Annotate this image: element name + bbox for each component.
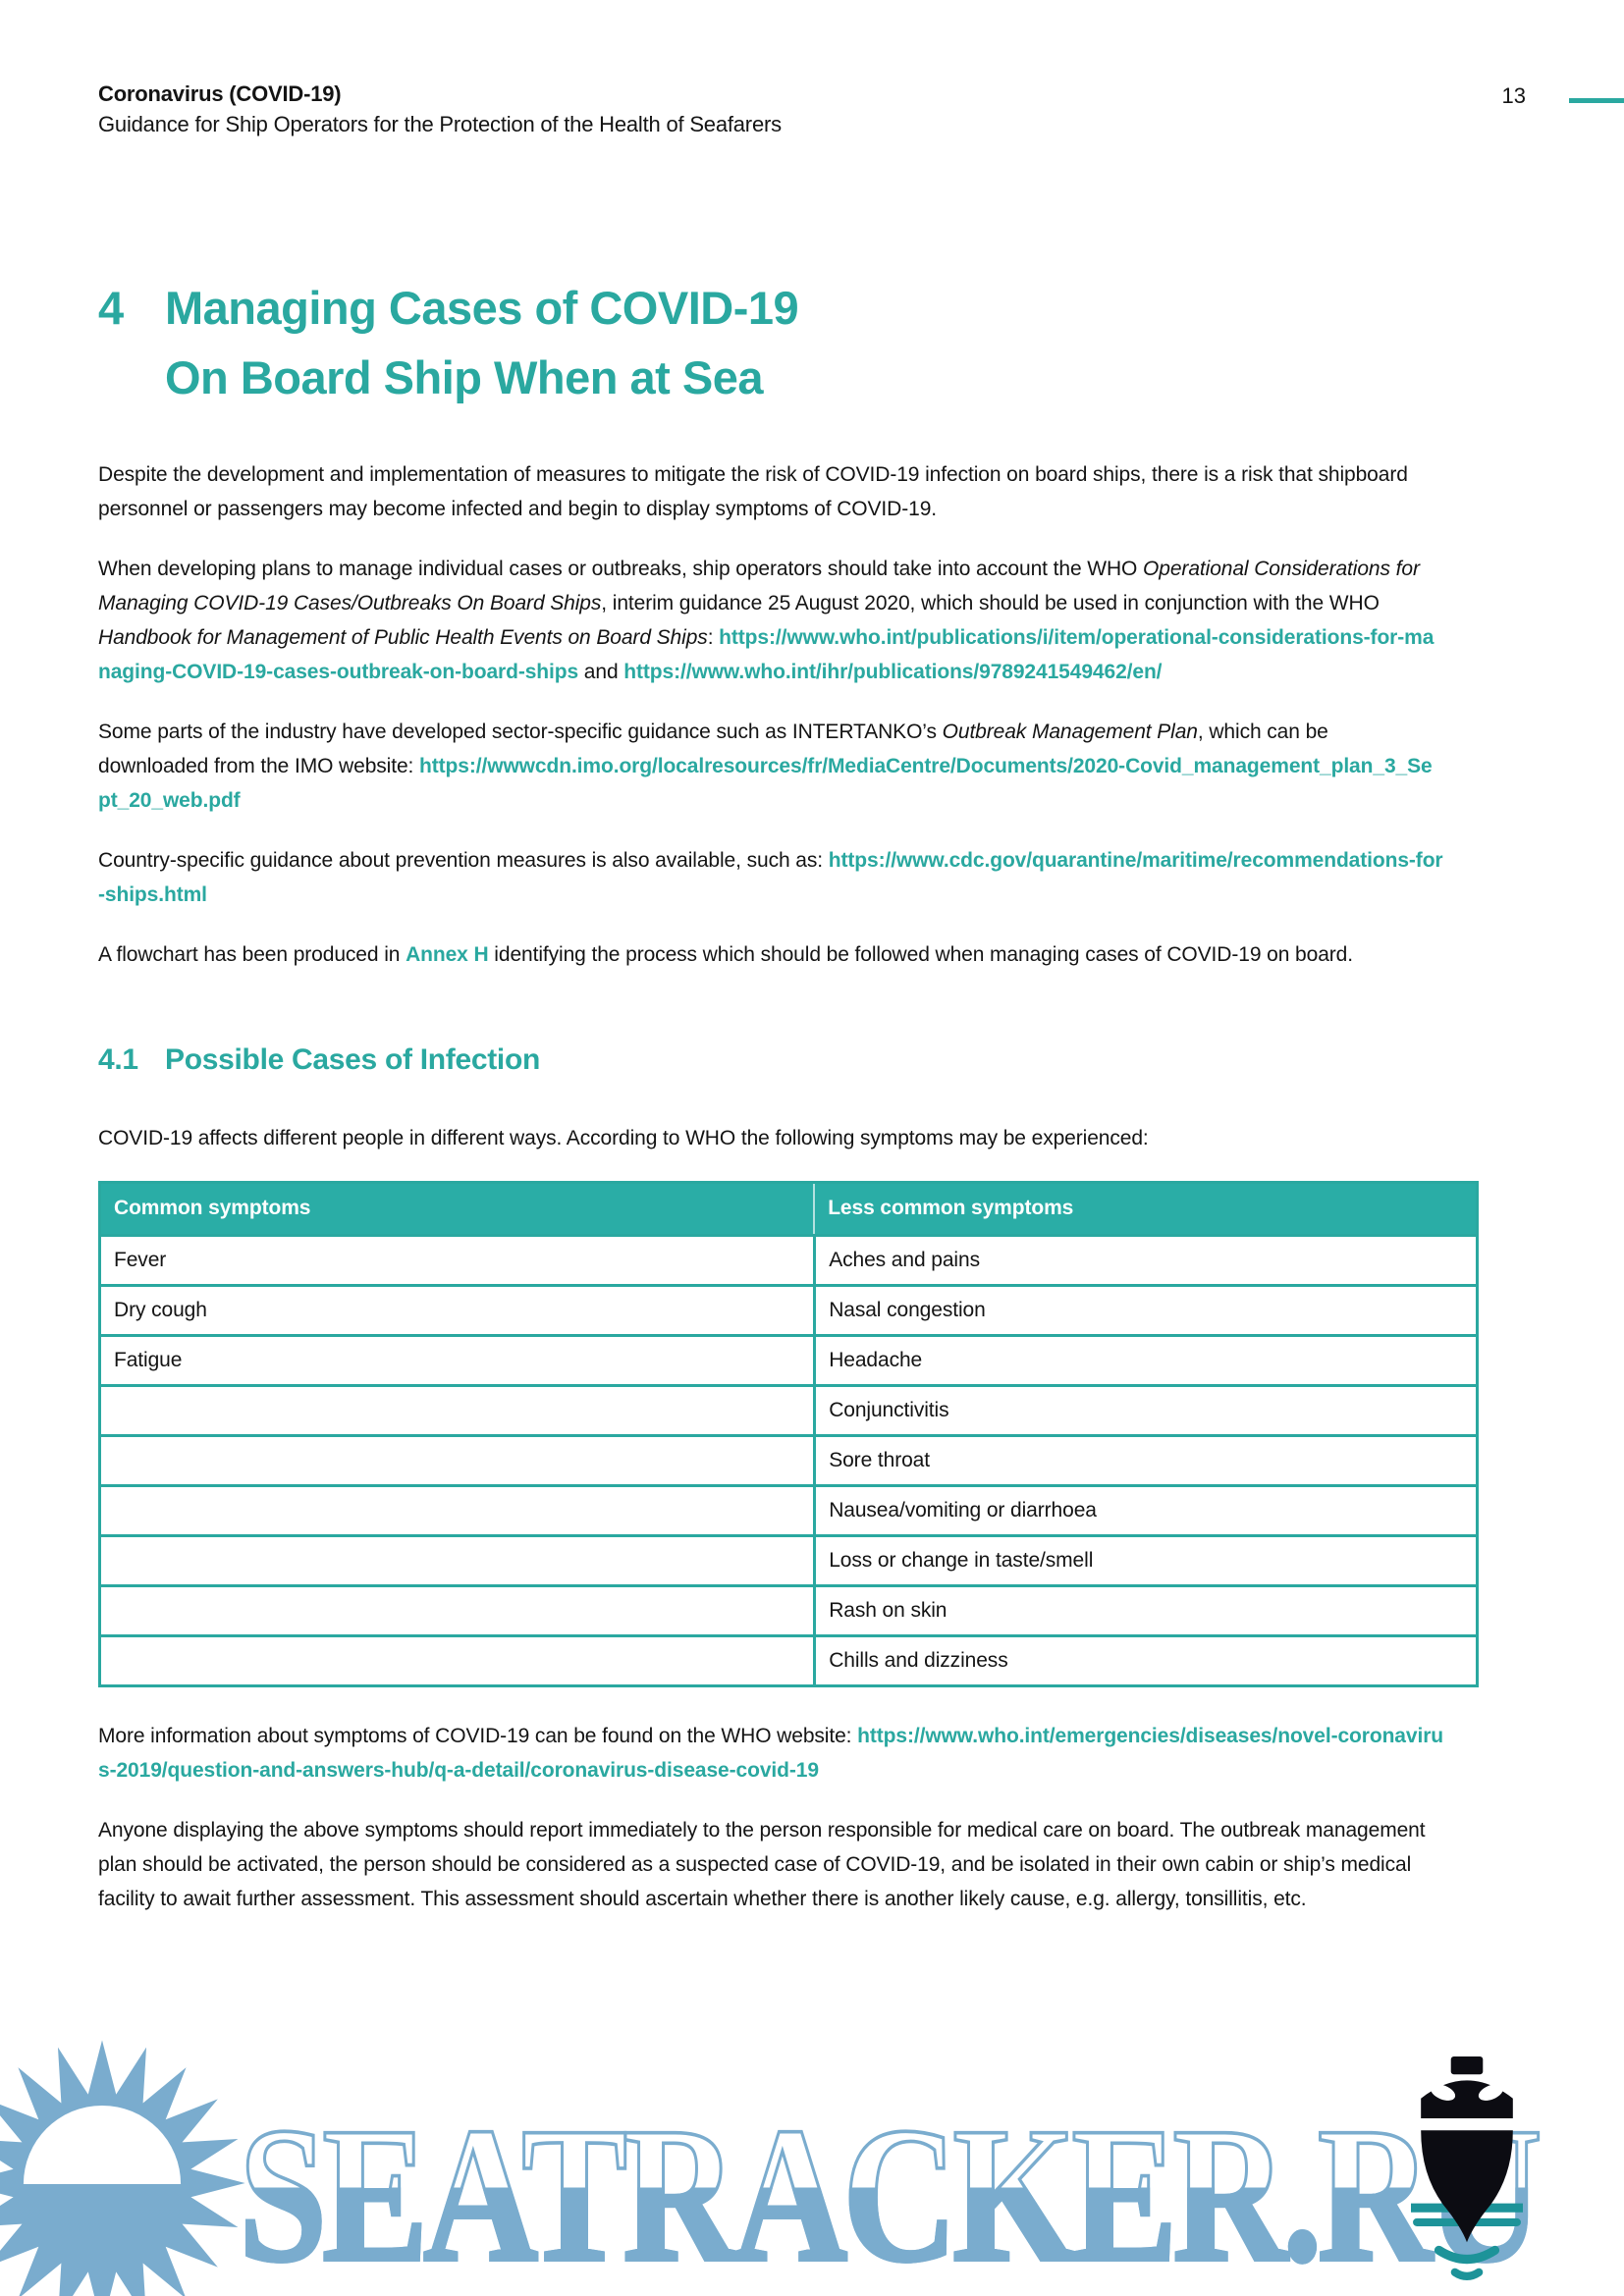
subsection-heading [98, 1041, 1479, 1080]
paragraph [98, 1813, 1443, 1916]
table-row [101, 1634, 1476, 1684]
text-segment: Anyone displaying the above symptoms should report immediately to the person responsible for medical care on board. The outbreak management plan should be activated, the person should be considered as a suspected case of COVID-19, and be isolated in their own cabin or ship’s medical facility to await further assessment. This assessment should ascertain whether there is another likely cause, e.g. allergy, tonsillitis, etc. [98, 1819, 1426, 1910]
paragraph [98, 715, 1443, 818]
link[interactable]: https://www.who.int/ihr/publications/9789241549462/en/ [623, 661, 1163, 683]
column-header-common: Common symptoms [101, 1184, 813, 1234]
table-cell [101, 1534, 813, 1584]
link[interactable]: https://www.who.int/emergencies/diseases/novel-coronavirus-2019/question-and-answers-hub/q-a-detail/coronavirus-disease-covid-19 [98, 1725, 1443, 1782]
symptoms-table-head [101, 1184, 1476, 1234]
paragraph [98, 552, 1443, 689]
table-cell: Fatigue [101, 1334, 813, 1384]
document-title: Coronavirus (COVID-19) [98, 81, 342, 106]
table-cell: Headache [813, 1334, 1476, 1384]
table-cell: Fever [101, 1234, 813, 1284]
running-header [98, 79, 1479, 139]
table-row [101, 1384, 1476, 1434]
text-segment: Some parts of the industry have developed sector-specific guidance such as INTERTANKO’s [98, 721, 943, 743]
table-cell [101, 1634, 813, 1684]
table-cell [101, 1434, 813, 1484]
text-segment: , interim guidance 25 August 2020, which should be used in conjunction with the WHO [601, 592, 1380, 614]
text-segment: A flowchart has been produced in [98, 943, 406, 966]
text-segment: COVID-19 affects different people in different ways. According to WHO the following symptoms may be experienced: [98, 1127, 1149, 1149]
section-number: 4 [98, 282, 124, 334]
link[interactable]: https://wwwcdn.imo.org/localresources/fr/MediaCentre/Documents/2020-Covid_management_plan_3_Sept_20_web.pdf [98, 755, 1433, 812]
text-segment: Despite the development and implementation of measures to mitigate the risk of COVID-19 infection on board ships, there is a risk that shipboard personnel or passengers may become infected and begin to display symptoms of COVID-19. [98, 463, 1408, 520]
table-row [101, 1584, 1476, 1634]
paragraph [98, 457, 1443, 526]
table-row [101, 1534, 1476, 1584]
table-cell: Chills and dizziness [813, 1634, 1476, 1684]
table-cell: Rash on skin [813, 1584, 1476, 1634]
section-title [165, 273, 798, 412]
table-cell: Nasal congestion [813, 1284, 1476, 1334]
table-cell: Sore throat [813, 1434, 1476, 1484]
paragraph [98, 1719, 1443, 1788]
ship-icon [1411, 2056, 1523, 2287]
table-row [101, 1234, 1476, 1284]
link[interactable]: Annex H [406, 943, 489, 966]
subsection-title: Possible Cases of Infection [165, 1043, 541, 1076]
table-row [101, 1334, 1476, 1384]
text-segment: identifying the process which should be followed when managing cases of COVID-19 on board. [488, 943, 1353, 966]
symptoms-table-body [101, 1234, 1476, 1684]
text-segment: Operational Considerations for Managing COVID-19 Cases/Outbreaks On Board Ships [98, 558, 1420, 614]
paragraph [98, 937, 1443, 972]
table-cell: Dry cough [101, 1284, 813, 1334]
text-segment: and [578, 661, 624, 683]
table-cell: Nausea/vomiting or diarrhoea [813, 1484, 1476, 1534]
section-title-line2: On Board Ship When at Sea [165, 351, 764, 403]
table-cell [101, 1384, 813, 1434]
corner-dash [1569, 98, 1624, 103]
text-segment: Outbreak Management Plan [942, 721, 1198, 743]
section-title-line1: Managing Cases of COVID-19 [165, 282, 799, 334]
paragraph [98, 843, 1443, 912]
table-cell: Loss or change in taste/smell [813, 1534, 1476, 1584]
text-segment: Country-specific guidance about prevention measures is also available, such as: [98, 849, 829, 872]
table-cell [101, 1584, 813, 1634]
watermark-text: SEATRACKER.RU [239, 2085, 1538, 2296]
table-cell [101, 1484, 813, 1534]
table-cell: Conjunctivitis [813, 1384, 1476, 1434]
paragraph [98, 1121, 1443, 1155]
table-row [101, 1284, 1476, 1334]
link[interactable]: https://www.cdc.gov/quarantine/maritime/recommendations-for-ships.html [98, 849, 1443, 906]
link[interactable]: https://www.who.int/publications/i/item/operational-considerations-for-managing-COVID-19-cases-outbreak-on-board-ships [98, 626, 1435, 683]
table-row [101, 1434, 1476, 1484]
section-heading [98, 273, 1479, 412]
text-segment: : [707, 626, 720, 649]
column-header-less-common: Less common symptoms [813, 1184, 1476, 1234]
text-segment: Handbook for Management of Public Health Events on Board Ships [98, 626, 708, 649]
page-number: 13 [1501, 83, 1526, 108]
subsection-number: 4.1 [98, 1043, 138, 1076]
text-segment: When developing plans to manage individual cases or outbreaks, ship operators should take into account the WHO [98, 558, 1144, 580]
text-segment: , which can be downloaded from the IMO website: [98, 721, 1328, 777]
symptoms-table [98, 1181, 1479, 1687]
text-segment: More information about symptoms of COVID-19 can be found on the WHO website: [98, 1725, 858, 1747]
document-subtitle: Guidance for Ship Operators for the Protection of the Health of Seafarers [98, 112, 782, 136]
table-header-row [101, 1184, 1476, 1234]
sun-logo [0, 2030, 255, 2296]
table-cell: Aches and pains [813, 1234, 1476, 1284]
table-row [101, 1484, 1476, 1534]
